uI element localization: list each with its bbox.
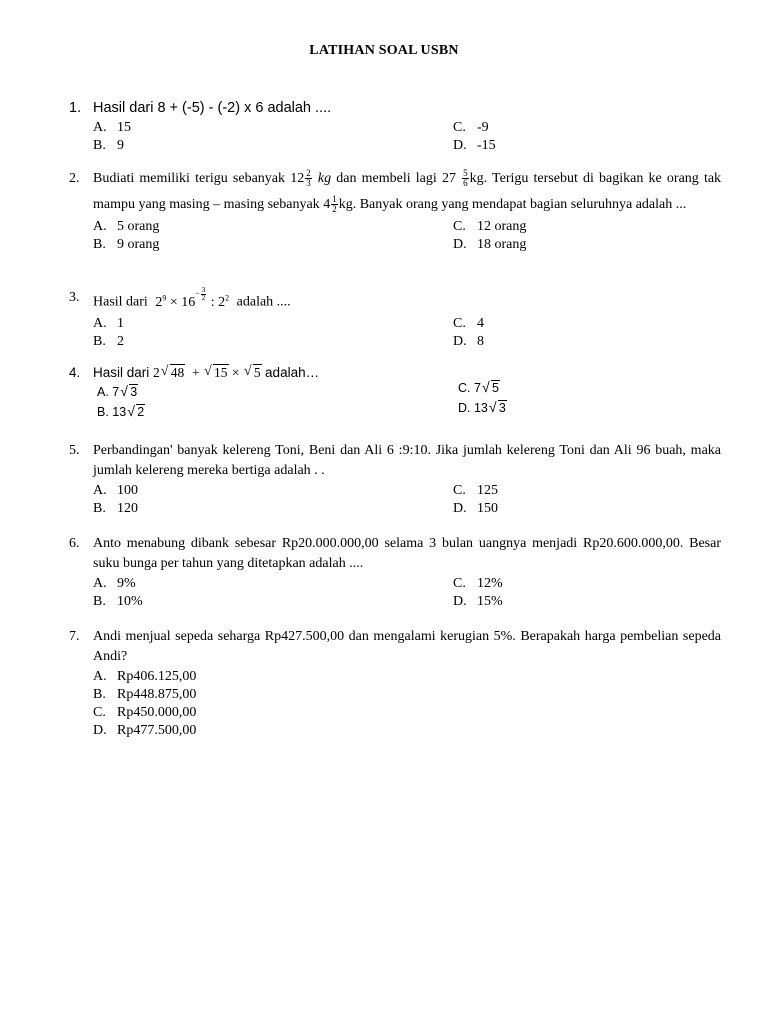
option-a: A. 9% bbox=[93, 576, 136, 591]
option-c: C. 7√ 5 bbox=[458, 380, 500, 396]
question-text: Perbandingan' banyak kelereng Toni, Beni dan Ali 6 :9:10. Jika jumlah kelereng Toni dan Ali 96 buah, maka jumlah kelereng mereka bertiga adalah . . bbox=[93, 443, 721, 478]
option-a: A. 1 bbox=[93, 315, 124, 331]
options bbox=[69, 575, 721, 611]
options bbox=[69, 315, 721, 351]
option-c: C. 12 orang bbox=[453, 219, 527, 234]
options bbox=[69, 119, 721, 155]
option-c: C. 12% bbox=[453, 576, 503, 591]
options bbox=[69, 668, 721, 740]
mixed-fraction: 27 $\frac{5}{6}$ kg. bbox=[441, 168, 488, 189]
option-d: D. Rp477.500,00 bbox=[93, 723, 197, 738]
option-a: A. Rp406.125,00 bbox=[93, 669, 197, 684]
option-b: B. 2 bbox=[93, 333, 124, 349]
option-d: D. 13√ 3 bbox=[458, 400, 507, 416]
question-number: 1. bbox=[69, 100, 82, 116]
radical-expression: 2√ 48 + √ 15 × √ 5 bbox=[153, 365, 265, 380]
question-5 bbox=[69, 441, 721, 518]
question-6 bbox=[69, 534, 721, 611]
page-title: LATIHAN SOAL USBN bbox=[309, 43, 459, 58]
option-d: D. 150 bbox=[453, 501, 498, 516]
option-c: C. Rp450.000,00 bbox=[93, 705, 197, 720]
question-3: 3. Hasil dari $2^9 \times 16^{- \frac{3}{2}}$ : $2^2$ adalah .... A. 1 C. 4 B. 2 D. 8 bbox=[69, 286, 721, 351]
question-number: 3. bbox=[69, 290, 80, 305]
option-d: D. -15 bbox=[453, 138, 496, 153]
option-a: A. 7√ 3 bbox=[97, 384, 138, 400]
option-a: A. 100 bbox=[93, 483, 138, 498]
question-4: 4. Hasil dari 2√ 48 + √ 15 × √ 5 adalah… A. 7√ 3 B. 13√ 2 C. 7√ 5 D. 13√ 3 bbox=[69, 362, 721, 424]
options bbox=[69, 381, 721, 424]
mixed-fraction: 12 $\frac{2}{3}$ kg bbox=[290, 168, 332, 189]
option-b: B. Rp448.875,00 bbox=[93, 687, 197, 702]
question-text: Andi menjual sepeda seharga Rp427.500,00 dan mengalami kerugian 5%. Berapakah harga pembelian sepeda Andi? bbox=[93, 629, 721, 664]
question-7 bbox=[69, 627, 721, 740]
option-d: D. 15% bbox=[453, 594, 503, 609]
option-a: A. 5 orang bbox=[93, 219, 160, 234]
option-a: A. 15 bbox=[93, 120, 131, 135]
question-number: 6. bbox=[69, 536, 80, 551]
option-c: C. -9 bbox=[453, 120, 489, 135]
option-b: B. 13√ 2 bbox=[97, 404, 145, 420]
option-c: C. 125 bbox=[453, 483, 498, 498]
options bbox=[69, 482, 721, 518]
option-b: B. 10% bbox=[93, 594, 143, 609]
options bbox=[69, 218, 721, 254]
option-b: B. 9 bbox=[93, 138, 124, 153]
question-2: 2. Budiati memiliki terigu sebanyak 12 $\frac{2}{3}$ kg dan membeli lagi 27 $\frac{5}{6}$ kg. Terigu tersebut di bagikan ke orang tak mampu yang masing – masing sebanyak 4 $\frac{1}{2}$ kg. Banyak orang yang mendapat bagian seluruhnya adalah ... A. 5 orang C. 12 orang B. 9 orang D. 18 orang bbox=[69, 166, 721, 254]
option-b: B. 9 orang bbox=[93, 237, 160, 252]
option-d: D. 18 orang bbox=[453, 237, 527, 252]
question-text: Hasil dari 8 + (-5) - (-2) x 6 adalah .... bbox=[93, 100, 332, 116]
question-1 bbox=[69, 98, 721, 155]
question-number: 4. bbox=[69, 365, 81, 380]
option-b: B. 120 bbox=[93, 501, 138, 516]
question-text: Anto menabung dibank sebesar Rp20.000.000,00 selama 3 bulan uangnya menjadi Rp20.600.000,00. Besar suku bunga per tahun yang ditetapkan adalah .... bbox=[93, 536, 721, 571]
option-d: D. 8 bbox=[453, 333, 484, 349]
question-number: 2. bbox=[69, 171, 80, 186]
option-c: C. 4 bbox=[453, 315, 484, 331]
question-number: 5. bbox=[69, 443, 80, 458]
question-number: 7. bbox=[69, 629, 80, 644]
exponent-expression: $2^9 \times 16^{- \frac{3}{2}}$ : $2^2$ bbox=[155, 285, 230, 310]
mixed-fraction: 4 $\frac{1}{2}$ kg. bbox=[323, 194, 357, 215]
